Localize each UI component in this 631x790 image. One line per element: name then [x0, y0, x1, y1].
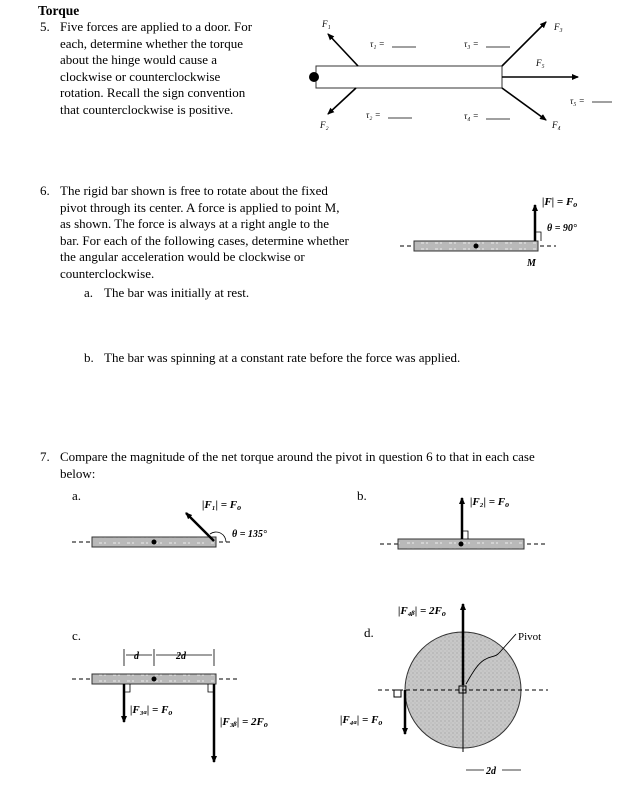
f5-label: F₅	[536, 58, 545, 68]
q7b-diagram	[380, 496, 546, 549]
q5-line: each, determine whether the torque	[60, 35, 243, 51]
q5-door-diagram	[309, 19, 612, 130]
door-rect	[316, 66, 502, 88]
q7-number: 7.	[40, 449, 50, 464]
q5-number: 5.	[40, 19, 50, 34]
q5-line: Five forces are applied to a door. For	[60, 19, 253, 34]
q6b-text: The bar was spinning at a constant rate before the force was applied.	[104, 350, 461, 365]
hinge-dot	[309, 72, 319, 82]
q5-line: rotation. Recall the sign convention	[60, 85, 246, 100]
q6-line: as shown. The force is always at a right angle to the	[60, 216, 330, 231]
t4-label: τ₄ =	[464, 111, 479, 121]
q5-line: clockwise or counterclockwise	[60, 68, 221, 84]
t5-label: τ₅ =	[570, 96, 585, 106]
t1-label: τ₁ =	[370, 39, 385, 49]
q7c-f3b-label: |F₃ᵦ| = 2Fo	[220, 716, 268, 729]
q7d-pivot-label: Pivot	[518, 631, 542, 643]
q6a-text: The bar was initially at rest.	[104, 285, 250, 300]
t3-label: τ₃ =	[464, 39, 479, 49]
q5-line: about the hinge would cause a	[60, 52, 218, 67]
q6-angle-label: θ = 90°	[547, 223, 577, 234]
q7-line: below:	[60, 465, 96, 481]
q7d-label: d.	[364, 625, 374, 640]
q6-number: 6.	[40, 183, 50, 198]
q7c-diagram	[72, 649, 268, 762]
q7c-d-label: d	[134, 651, 139, 662]
q7b-force-label: |F₂| = Fo	[470, 496, 510, 509]
q7b-label: b.	[357, 488, 367, 503]
q6-pivot	[474, 244, 479, 249]
page-title: Torque	[38, 3, 80, 18]
q6-line: bar. For each of the following cases, determine whether	[60, 232, 349, 248]
q7a-angle-label: θ = 135°	[232, 529, 267, 540]
q6-bar-diagram	[400, 196, 577, 269]
q7d-2d-label: 2d	[486, 766, 496, 777]
q7d-diagram	[340, 604, 548, 777]
q6-line: the angular acceleration would be clockwise or	[60, 249, 305, 264]
q7d-f4b-label: |F₄ᵦ| = 2Fo	[398, 605, 446, 618]
q6-point-m: M	[527, 258, 536, 269]
f4-arrow	[502, 88, 546, 120]
q7a-force-label: |F₁| = Fo	[202, 499, 242, 512]
q6a-label: a.	[84, 285, 94, 300]
q7c-2d-label: 2d	[176, 651, 186, 662]
q5-line: that counterclockwise is positive.	[60, 101, 234, 117]
q6-line: The rigid bar shown is free to rotate about the fixed	[60, 183, 328, 198]
q6b-label: b.	[84, 350, 94, 365]
t2-label: τ₂ =	[366, 110, 381, 120]
f3-label: F₃	[554, 22, 563, 32]
q7-line: Compare the magnitude of the net torque around the pivot in question 6 to that in each case	[60, 449, 535, 464]
f1-label: F₁	[322, 19, 331, 29]
q6-line: pivot through its center. A force is applied to point M,	[60, 199, 340, 215]
f2-arrow	[328, 88, 356, 114]
q7a-label: a.	[72, 488, 82, 503]
f1-arrow	[328, 34, 358, 66]
q7c-label: c.	[72, 628, 82, 643]
q7c-f3a-label: |F₃ₐ| = Fo	[130, 704, 173, 717]
q6-force-label: |F| = Fo	[542, 196, 578, 209]
f2-label: F₂	[320, 120, 329, 130]
q7d-f4a-label: |F₄ₐ| = Fo	[340, 714, 383, 727]
f4-label: F₄	[552, 120, 561, 130]
q7a-diagram	[72, 499, 267, 547]
q6-line: counterclockwise.	[60, 265, 155, 281]
